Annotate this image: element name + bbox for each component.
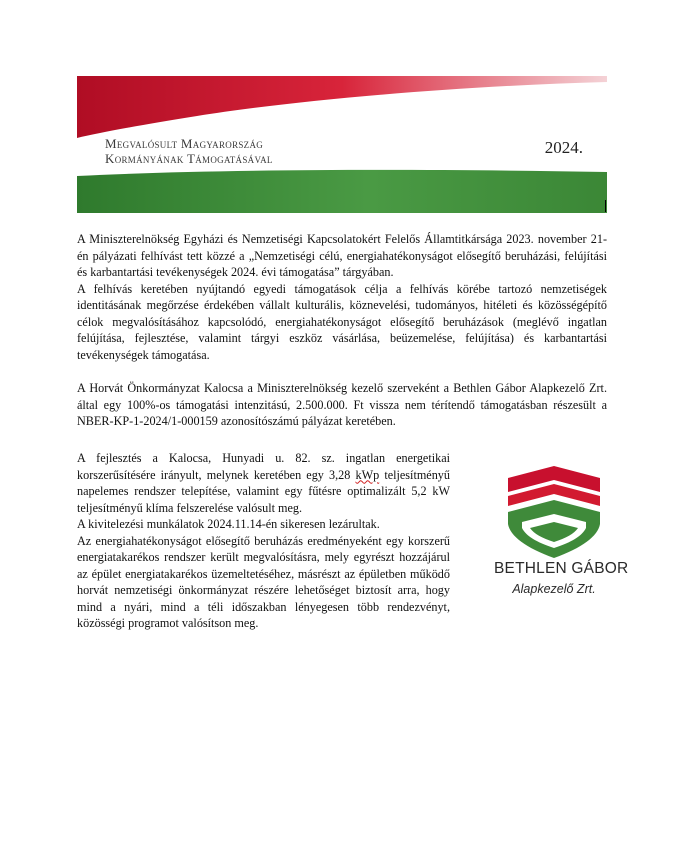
banner-title-line-1: Megvalósult Magyarország — [105, 136, 264, 151]
bethlen-gabor-logo — [494, 466, 629, 606]
intro-paragraph-2: A felhívás keretében nyújtandó egyedi támogatások célja a felhívás körébe tartozó nemzetiségek identitásának megőrzése érdekében vállalt kulturális, köznevelési, tudományos, hitéleti és közösségépítő célok megvalósításához kapcsolódó, energiahatékonyságot elősegítő beruházások (meglévő ingatlan felújítása, fejlesztése, valamint tárgyi eszköz vásárlása, beüzemelése, felújítása) és karbantartási tevékenységek támogatása. — [77, 281, 607, 362]
intro-section — [77, 231, 607, 363]
project-paragraph-3: Az energiahatékonyságot elősegítő beruházás eredményeként egy korszerű energiatakarékos rendszer került megvalósításra, mely egyrészt hozzájárul az épület energiatakarékos üzemeltetéséhez, másrészt az épületben működő horvát nemzetiségi önkormányzat részére lehetőséget biztosít arra, hogy mind a nyári, mind a téli időszakban lényegesen több rendezvényt, közösségi programot valósítson meg. — [77, 533, 450, 630]
logo-subtitle: Alapkezelő Zrt. — [512, 582, 596, 596]
header-banner — [77, 76, 607, 213]
grant-section — [77, 380, 607, 430]
project-paragraph-1 — [77, 450, 450, 516]
logo-name: BETHLEN GÁBOR — [494, 560, 629, 577]
grant-paragraph: A Horvát Önkormányzat Kalocsa a Miniszterelnökség kezelő szerveként a Bethlen Gábor Alapkezelő Zrt. által egy 100%-os támogatási intenzitású, 2.500.000. Ft vissza nem térítendő támogatásban részesült a NBER-KP-1-2024/1-000159 azonosítószámú pályázat keretében. — [77, 381, 607, 428]
project-paragraph-1-start: A fejlesztés a Kalocsa, Hunyadi u. 82. sz. ingatlan energetikai korszerűsítésére irányult, melynek keretében egy 3,28 — [77, 451, 450, 482]
intro-paragraph-1: A Miniszterelnökség Egyházi és Nemzetiségi Kapcsolatokért Felelős Államtitkársága 2023. november 21-én pályázati felhívást tett közzé a „Nemzetiségi célú, energiahatékonyságot elősegítő beruházási, felújítási és karbantartási tevékenységek 2024. évi támogatása” tárgyában. — [77, 232, 607, 279]
spellcheck-word: kWp — [355, 467, 380, 482]
chevron-emblem-icon — [494, 466, 614, 558]
project-paragraph-1-end: teljesítményű napelemes rendszer telepítése, valamint egy fűtésre optimalizált 5,2 kW teljesítményű klíma felszerelése valósult meg. — [77, 467, 450, 515]
banner-edge-mark — [605, 200, 606, 212]
project-paragraph-2: A kivitelezési munkálatok 2024.11.14-én sikeresen lezárultak. — [77, 517, 380, 531]
project-section — [77, 450, 450, 632]
banner-year: 2024. — [544, 138, 583, 157]
banner-title-line-2: Kormányának Támogatásával — [105, 151, 273, 166]
